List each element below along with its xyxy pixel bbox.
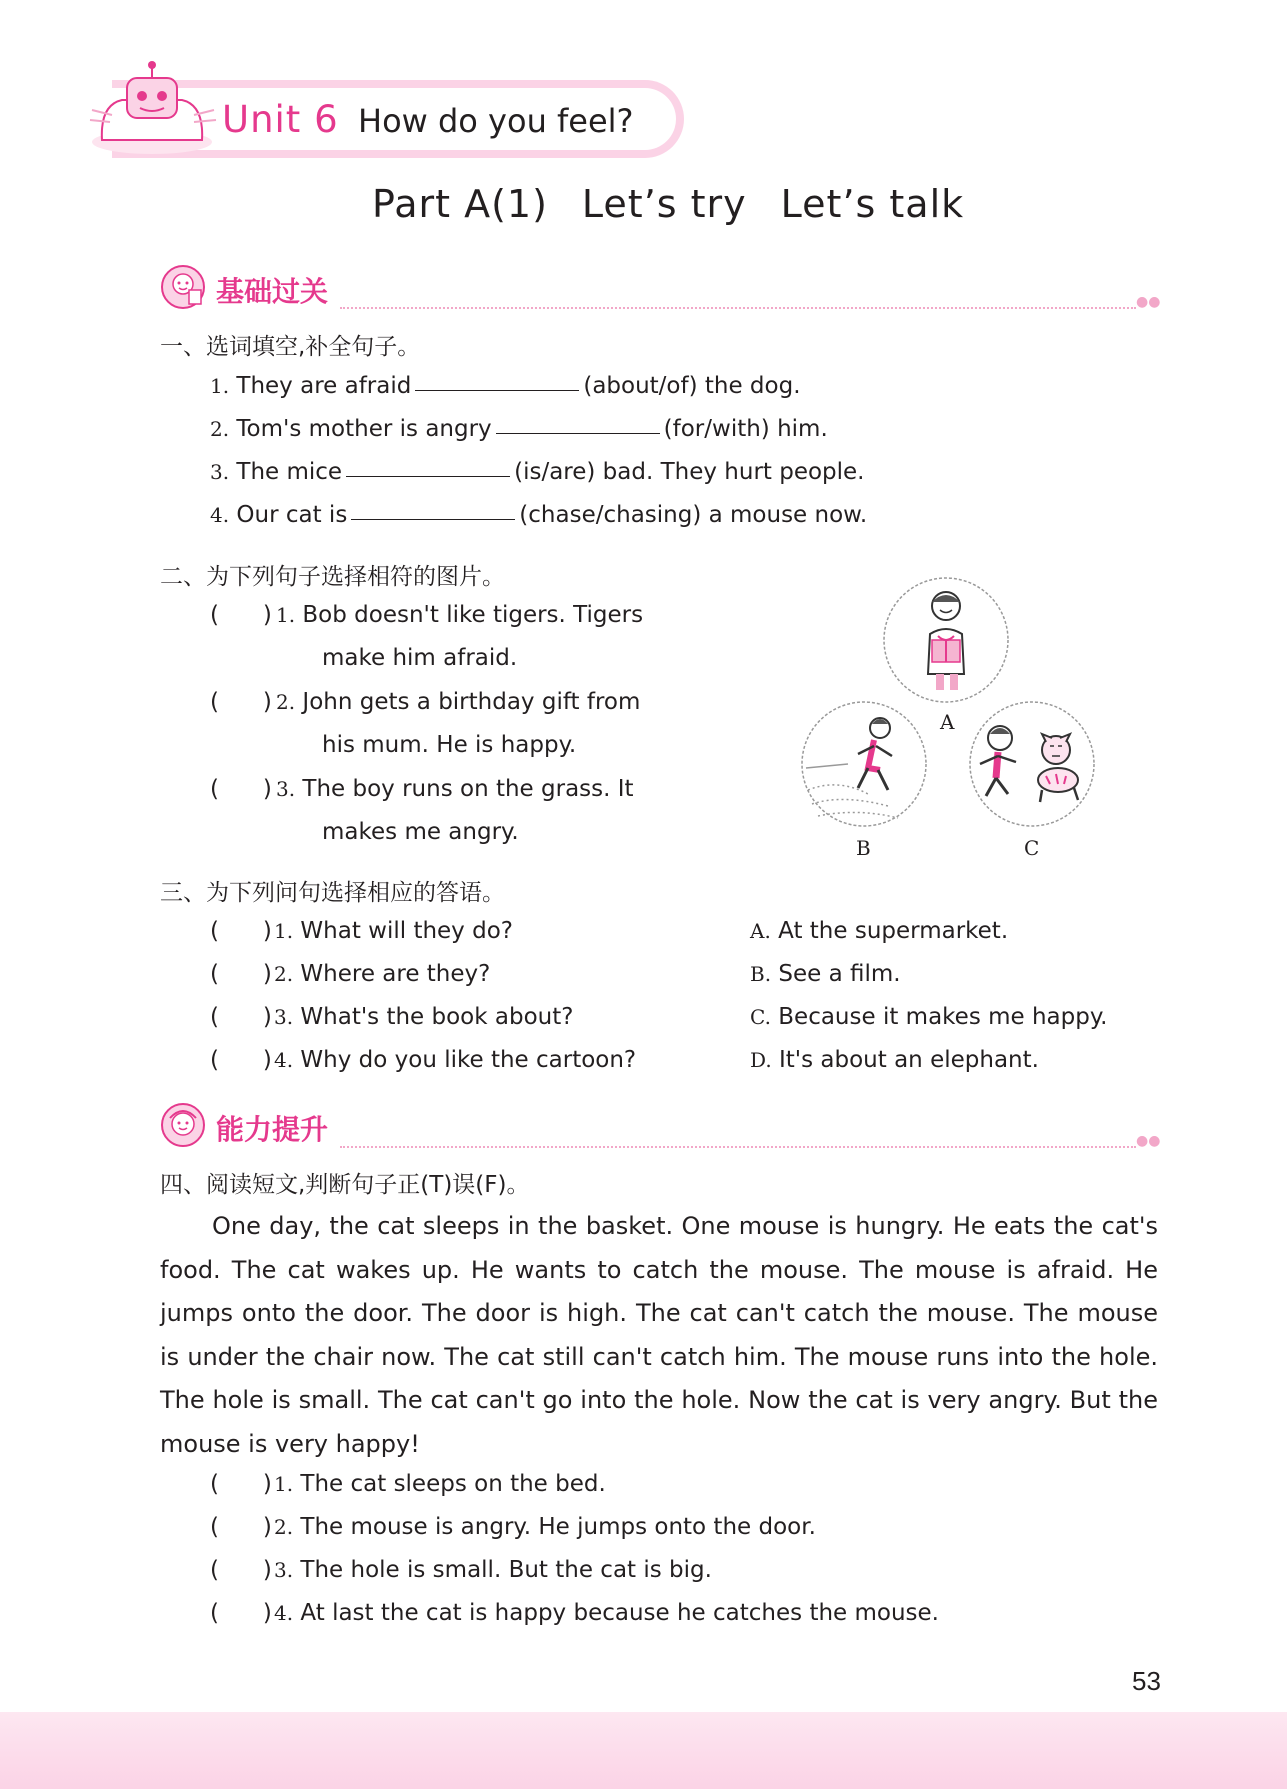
answer-blank[interactable] [415,390,579,391]
part-title-part: Part A(1) [372,182,548,226]
section-divider [340,1146,1136,1148]
unit-label: Unit 6 [222,98,339,141]
answer-letter: D. [750,1048,772,1072]
section-divider [340,307,1136,309]
q3-answer-a [750,918,1008,944]
answer-paren[interactable]: ( ) [210,689,272,715]
item-text-after: (chase/chasing) a mouse now. [519,502,868,528]
answer-paren[interactable]: ( ) [210,1514,272,1540]
answer-paren[interactable]: ( ) [210,1004,272,1030]
picture-label-c: C [1024,836,1040,860]
answer-paren[interactable]: ( ) [210,776,272,802]
answer-letter: C. [750,1005,771,1029]
item-text-after: (for/with) him. [663,416,828,442]
q3-answer-d [750,1047,1039,1073]
statement-text: The mouse is angry. He jumps onto the door. [300,1514,816,1540]
item-number: 3. [276,777,296,801]
item-number: 2. [274,1515,294,1539]
item-text-after: (is/are) bad. They hurt people. [514,459,865,485]
q4-item-2 [210,1514,816,1540]
item-number: 4. [274,1048,294,1072]
section-title-advanced: 能力提升 [216,1113,329,1146]
q1-item-2 [210,416,828,442]
answer-text: Because it makes me happy. [778,1004,1108,1030]
footer-band [0,1712,1287,1789]
divider-dots: ●● [1136,1133,1161,1149]
item-line-1: The boy runs on the grass. It [302,776,634,802]
q2-item-1 [210,602,643,628]
picture-b-boy-running-grass [798,698,930,830]
q3-question-4 [210,1047,636,1073]
girl-avatar-icon [160,264,206,310]
picture-label-a: A [940,710,955,734]
passage-text: One day, the cat sleeps in the basket. One mouse is hungry. He eats the cat's food. The cat wakes up. He wants to catch the mouse. The mouse is afraid. He jumps onto the door. The door is high. The cat can't catch the mouse. The mouse is under the chair now. The cat still can't catch him. The mouse runs into the hole. The hole is small. The cat can't go into the hole. Now the cat is very angry. But the mouse is very happy! [160,1212,1158,1458]
q2-heading: 二、为下列句子选择相符的图片。 [160,564,505,590]
answer-letter: B. [750,962,772,986]
section-title-basic: 基础过关 [216,275,329,308]
q2-item-3-cont: makes me angry. [322,819,519,845]
answer-paren[interactable]: ( ) [210,918,272,944]
part-title-talk: Let’s talk [780,182,965,226]
item-number: 2. [274,962,294,986]
answer-letter: A. [750,919,771,943]
answer-text: It's about an elephant. [779,1047,1039,1073]
answer-text: See a film. [778,961,901,987]
q2-item-3 [210,776,634,802]
item-number: 3. [210,460,230,484]
item-text-before: They are afraid [236,373,412,399]
q3-answer-c [750,1004,1108,1030]
item-number: 3. [274,1558,294,1582]
answer-blank[interactable] [346,476,510,477]
item-number: 4. [210,503,230,527]
answer-text: At the supermarket. [778,918,1009,944]
q2-item-1-cont: make him afraid. [322,645,518,671]
q3-question-1 [210,918,513,944]
question-text: What will they do? [300,918,513,944]
item-number: 2. [276,690,296,714]
item-text-after: (about/of) the dog. [583,373,801,399]
picture-label-b: B [856,836,871,860]
answer-paren[interactable]: ( ) [210,1471,272,1497]
statement-text: At last the cat is happy because he catches the mouse. [300,1600,939,1626]
robot-mascot-icon [82,60,222,160]
q1-item-1 [210,373,801,399]
answer-paren[interactable]: ( ) [210,1047,272,1073]
q2-item-2 [210,689,640,715]
item-line-1: John gets a birthday gift from [302,689,641,715]
q1-item-3 [210,459,865,485]
divider-dots: ●● [1136,294,1161,310]
statement-text: The cat sleeps on the bed. [300,1471,606,1497]
part-title [372,182,998,226]
item-line-1: Bob doesn't like tigers. Tigers [302,602,644,628]
page-number: 53 [1132,1666,1161,1696]
answer-blank[interactable] [496,433,660,434]
q4-item-1 [210,1471,606,1497]
answer-paren[interactable]: ( ) [210,1557,272,1583]
statement-text: The hole is small. But the cat is big. [300,1557,712,1583]
question-text: Where are they? [300,961,491,987]
answer-paren[interactable]: ( ) [210,961,272,987]
q4-item-3 [210,1557,712,1583]
item-number: 3. [274,1005,294,1029]
answer-paren[interactable]: ( ) [210,1600,272,1626]
q3-answer-b [750,961,901,987]
q3-heading: 三、为下列问句选择相应的答语。 [160,880,505,906]
q1-heading: 一、选词填空,补全句子。 [160,334,421,360]
picture-c-boy-afraid-tiger [966,698,1098,830]
item-number: 4. [274,1601,294,1625]
part-title-try: Let’s try [581,182,747,226]
item-number: 1. [210,374,230,398]
question-text: What's the book about? [300,1004,574,1030]
answer-paren[interactable]: ( ) [210,602,272,628]
q3-question-3 [210,1004,573,1030]
q2-item-2-cont: his mum. He is happy. [322,732,577,758]
q4-item-4 [210,1600,939,1626]
q3-question-2 [210,961,490,987]
question-text: Why do you like the cartoon? [300,1047,637,1073]
item-text-before: Our cat is [236,502,348,528]
item-number: 2. [210,417,230,441]
item-number: 1. [274,919,294,943]
q4-heading: 四、阅读短文,判断句子正(T)误(F)。 [160,1172,530,1198]
item-text-before: The mice [236,459,343,485]
q1-item-4 [210,502,867,528]
item-number: 1. [274,1472,294,1496]
picture-a-happy-boy-gift [880,574,1012,706]
unit-title: How do you feel? [358,102,634,140]
reading-passage [160,1205,1158,1466]
girl-avatar-icon [160,1102,206,1148]
item-text-before: Tom's mother is angry [236,416,492,442]
answer-blank[interactable] [351,519,515,520]
item-number: 1. [276,603,296,627]
